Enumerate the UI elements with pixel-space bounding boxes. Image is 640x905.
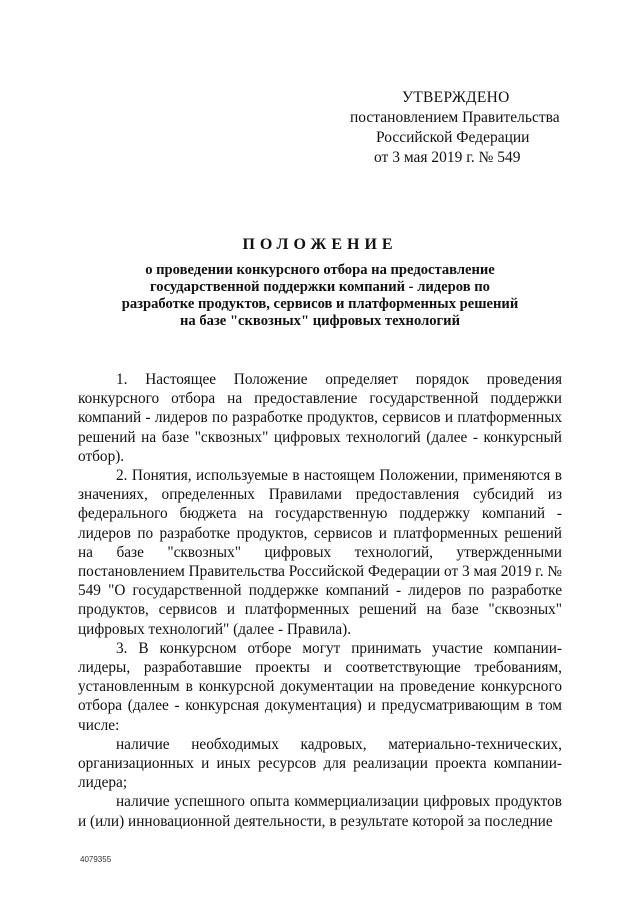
document-subtitle: о проведении конкурсного отбора на предоставление государственной поддержки компаний - лидеров по разработке продуктов, сервисов и платформенных решений на базе "сквозных" цифровых технологий bbox=[121, 262, 519, 329]
paragraph-1: 1. Настоящее Положение определяет порядок проведения конкурсного отбора на предоставление государственной поддержки компаний - лидеров по разработке продуктов, сервисов и платформенных решений на базе "сквозных" цифровых технологий (далее - конкурсный отбор). bbox=[78, 371, 562, 465]
document-title: ПОЛОЖЕНИЕ bbox=[242, 236, 398, 253]
paragraph-5: наличие успешного опыта коммерциализации цифровых продуктов и (или) инновационной деятельности, в результате которой за последние bbox=[78, 793, 562, 830]
document-body bbox=[78, 370, 562, 831]
approval-block bbox=[350, 88, 580, 168]
paragraph-3: 3. В конкурсном отборе могут принимать участие компании-лидеры, разработавшие проекты и соответствующие требованиям, установленным в конкурсной документации на проведение конкурсного отбора (далее - конкурсная документация) и предусматривающим в том числе: bbox=[78, 639, 562, 734]
footer-code: 4079355 bbox=[80, 855, 112, 864]
paragraph-4: наличие необходимых кадровых, материально-технических, организационных и иных ресурсов для реализации проекта компании-лидера; bbox=[78, 735, 562, 792]
paragraph-2: 2. Понятия, используемые в настоящем Положении, применяются в значениях, определенных Правилами предоставления субсидий из федерального бюджета на государственную поддержку компаний - лидеров по разработке продуктов, сервисов и платформенных решений на базе "сквозных" цифровых технологий, утвержденными постановлением Правительства Российской Федерации от 3 мая 2019 г. № 549 "О государственной поддержке компаний - лидеров по разработке продуктов, сервисов и платформенных решений на базе "сквозных" цифровых технологий" (далее - Правила). bbox=[78, 467, 562, 638]
approval-line-2: Российской Федерации bbox=[376, 129, 530, 146]
approval-line-1: постановлением Правительства bbox=[350, 109, 560, 126]
approval-stamp: УТВЕРЖДЕНО bbox=[402, 89, 510, 106]
approval-line-3: от 3 мая 2019 г. № 549 bbox=[374, 149, 521, 166]
